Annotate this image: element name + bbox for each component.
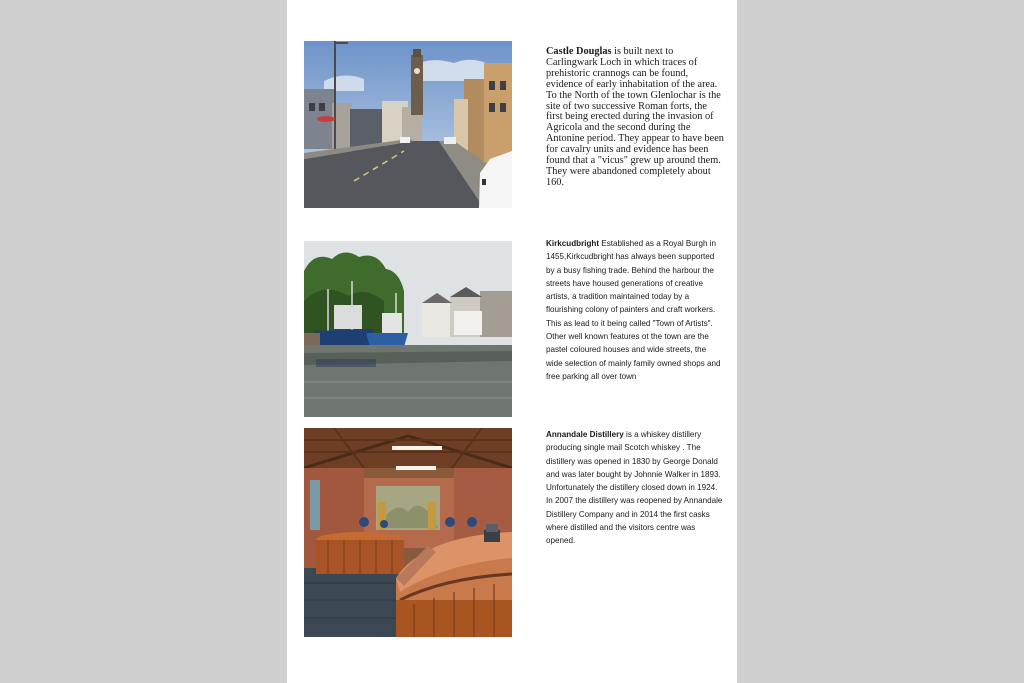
annandale-distillery-text (546, 428, 724, 548)
kirkcudbright-title: Kirkcudbright (546, 239, 600, 248)
document-page (287, 0, 737, 683)
kirkcudbright-photo (304, 241, 512, 417)
castle-douglas-title: Castle Douglas (546, 46, 612, 57)
annandale-distillery-title: Annandale Distillery (546, 430, 624, 439)
castle-douglas-text (546, 47, 724, 189)
kirkcudbright-text (546, 237, 724, 383)
castle-douglas-photo (304, 41, 512, 208)
kirkcudbright-body: Established as a Royal Burgh in 1455,Kirkcudbright has always been supported by a busy fishing trade. Behind the harbour the streets have housed generations of creative artists, a tradition maintained today by a flourishing colony of painters and craft workers. This as lead to it being called "Town of Artists". Other well known features ot the town are the pastel coloured houses and wide streets, the wide selection of mainly family owned shops and free parking all over town (546, 239, 721, 381)
annandale-distillery-body: is a whiskey distillery producing single mail Scotch whiskey . The distillery was opened in 1830 by George Donald and was later bought by Johnnie Walker in 1893. Unfortunately the distillery closed down in 1924. In 2007 the distillery was reopened by Annandale Distillery Company and in 2014 the first casks where distilled and the visitors centre was opened. (546, 430, 723, 546)
castle-douglas-body: is built next to Carlingwark Loch in which traces of prehistoric crannogs can be found, evidence of early inhabitation of the area. To the North of the town Glenlochar is the site of two successive Roman forts, the first being erected during the invasion of Agricola and the second during the Antonine period. They appear to have been for cavalry units and evidence has been found that a "vicus" grew up around them. They were abandoned completely about 160. (546, 46, 724, 188)
annandale-distillery-photo (304, 428, 512, 637)
